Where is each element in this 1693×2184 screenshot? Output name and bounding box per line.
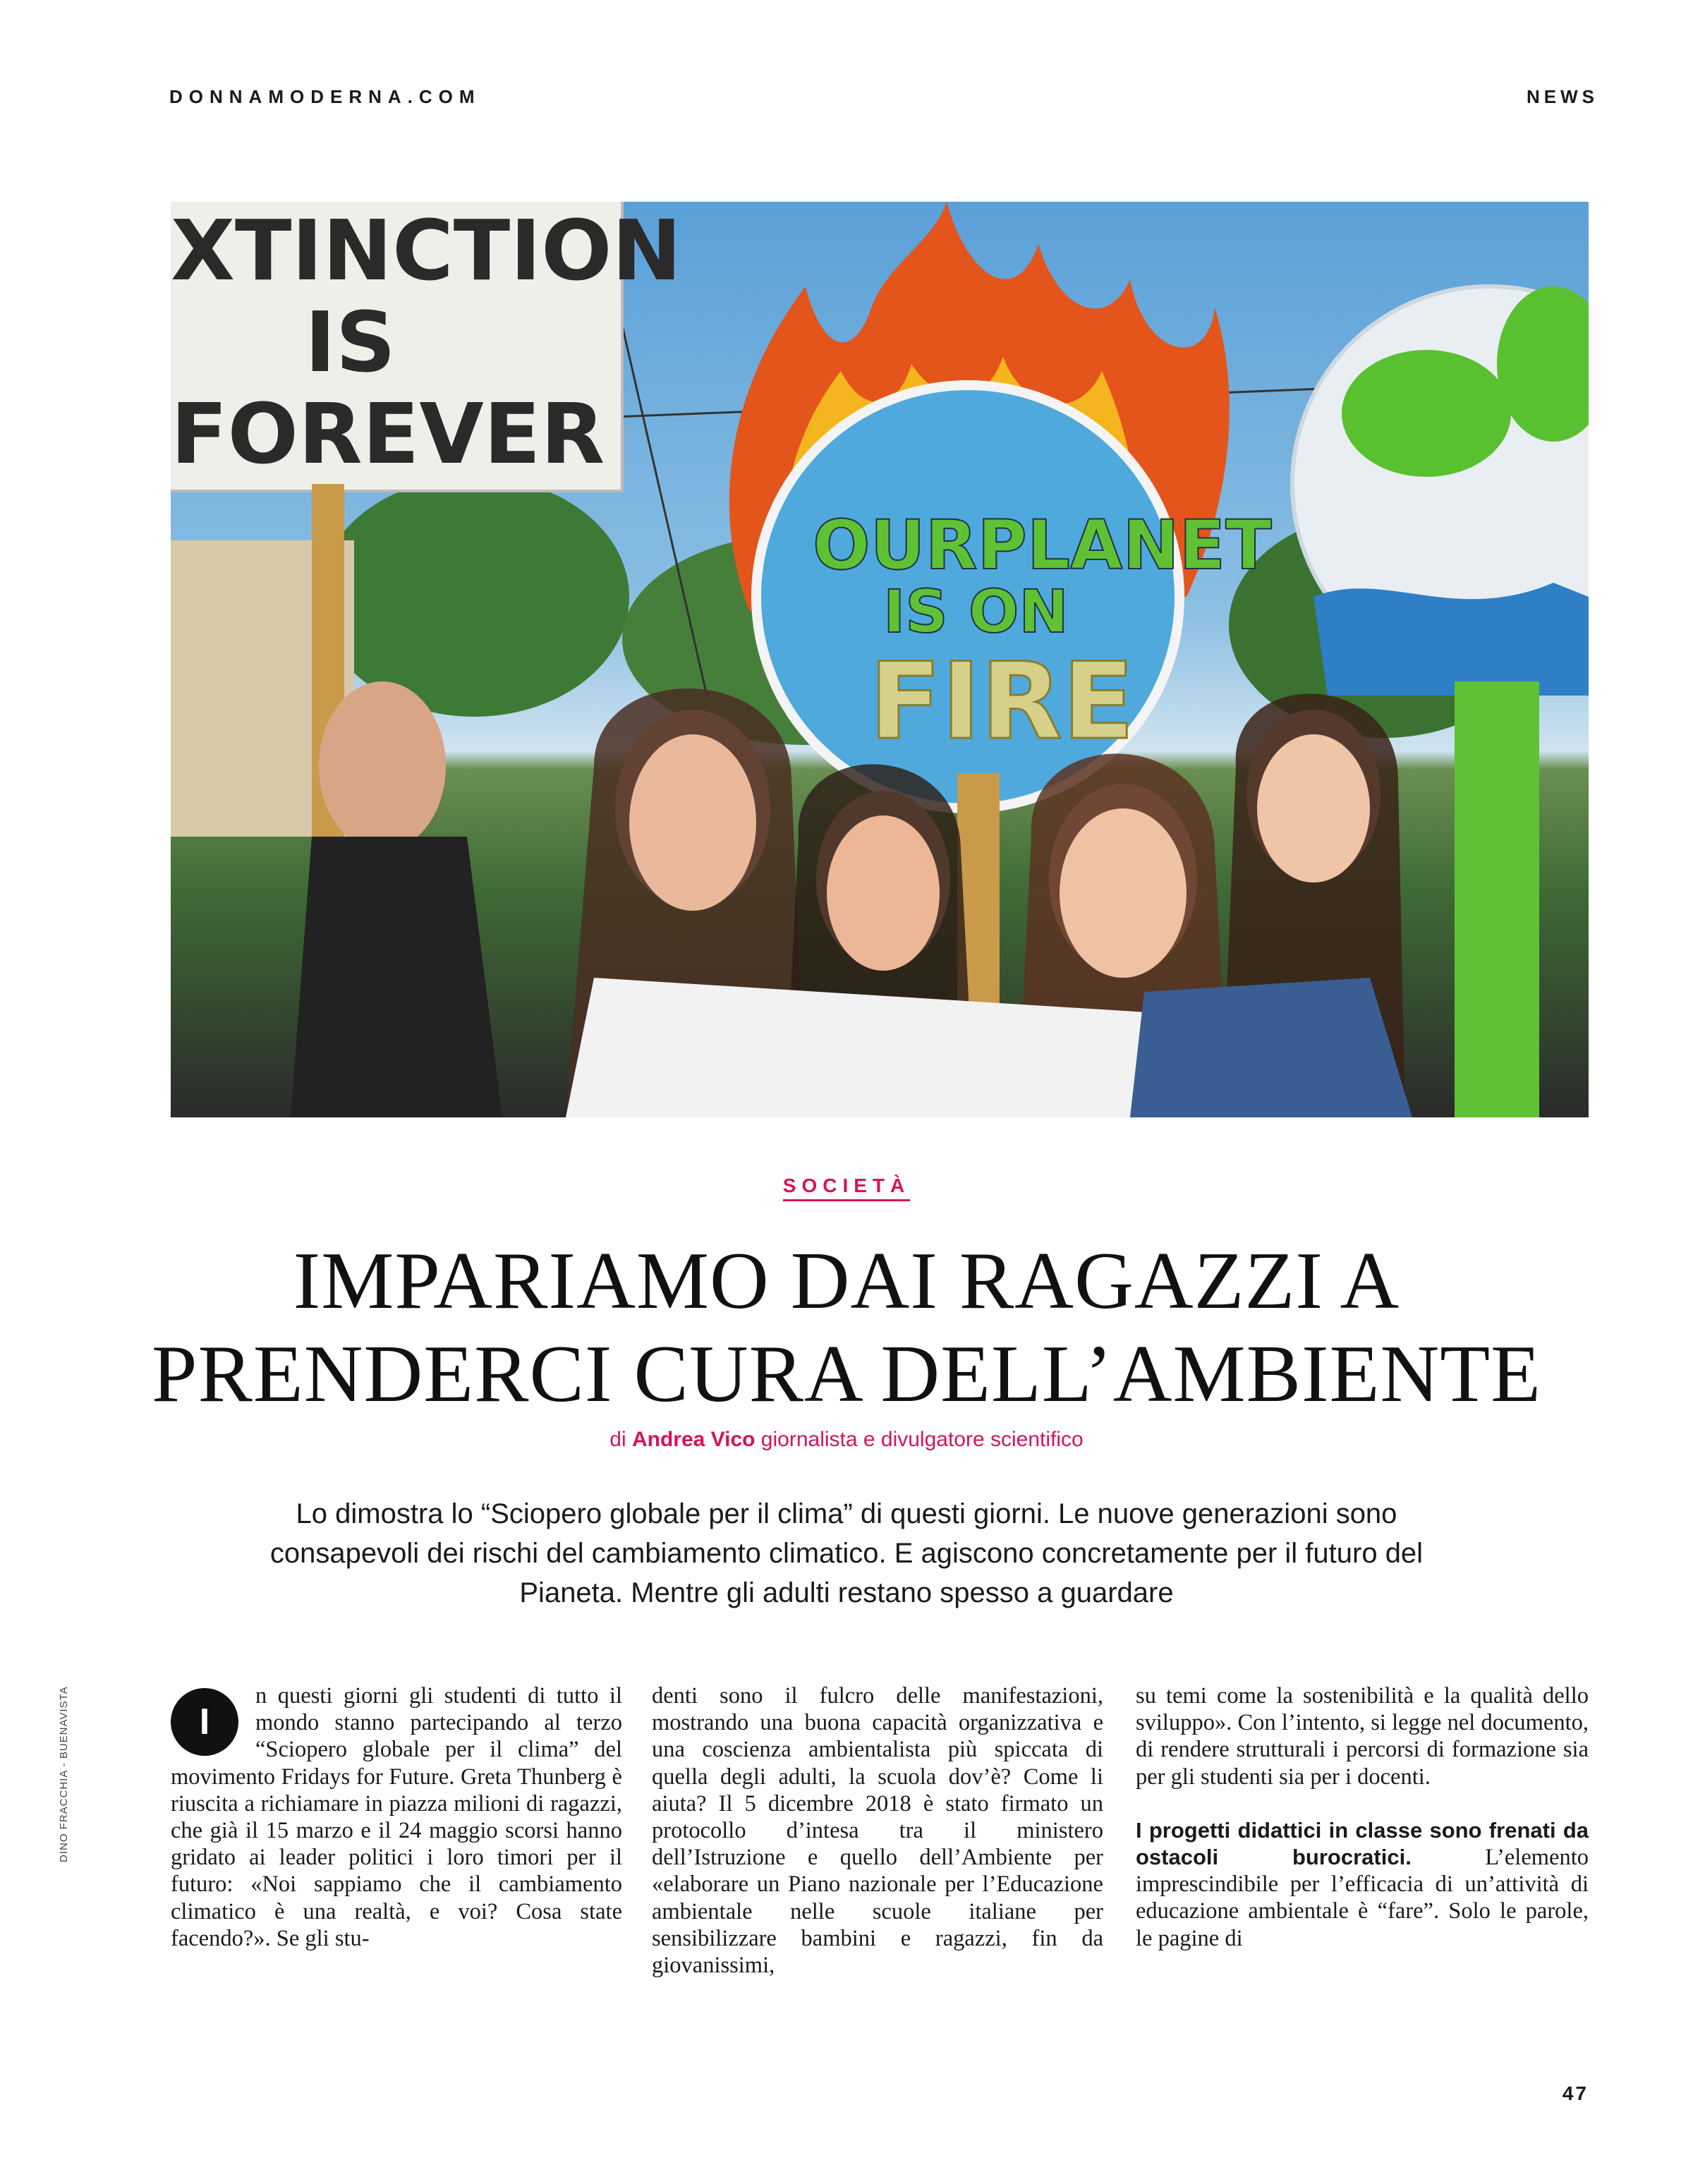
- page-header: [169, 86, 1598, 114]
- headline-line-1: IMPARIAMO DAI RAGAZZI A: [293, 1236, 1400, 1326]
- photo-credit: DINO FRACCHIA - BUENAVISTA: [58, 1686, 70, 1862]
- category-label[interactable]: SOCIETÀ: [783, 1175, 910, 1201]
- section-subhead: I progetti didattici in classe sono frenati da ostacoli burocratici.: [1136, 1817, 1589, 1870]
- page-number: 47: [1562, 2082, 1589, 2104]
- body-paragraph-3b: [1136, 1817, 1589, 1952]
- sign-line-3: FOREVER: [171, 385, 605, 483]
- category-kicker[interactable]: [0, 1175, 1693, 1197]
- sign-line-1: XTINCTION: [171, 202, 682, 299]
- body-column-2: [652, 1682, 1103, 1979]
- headline-line-2: PRENDERCI CURA DELL’AMBIENTE: [152, 1329, 1541, 1419]
- standfirst: Lo dimostra lo “Sciopero globale per il clima” di questi giorni. Le nuove generazioni sono consapevoli dei rischi del cambiamento climatico. E agiscono concretamente per il futuro del Pianeta. Mentre gli adulti restano spesso a guardare: [269, 1498, 1424, 1608]
- body-text-3b: L’elemento imprescindibile per l’efficacia di un’attività di educazione ambientale è “fare”. Solo le parole, le pagine di: [1136, 1845, 1589, 1951]
- body-column-3: [1136, 1682, 1589, 1952]
- body-text-1: n questi giorni gli studenti di tutto il mondo stanno partecipando al terzo “Sciopero globale per il clima” del movimento Fridays for Future. Greta Thunberg è riuscita a richiamare in piazza milioni di ragazzi, che già il 15 marzo e il 24 maggio scorsi hanno gridato ai leader politici i loro timori per il futuro: «Noi sappiamo che il cambiamento climatico è una realtà, e voi? Cosa state facendo?». Se gli stu-: [171, 1683, 622, 1951]
- byline-role: giornalista e divulgatore scientifico: [755, 1428, 1084, 1451]
- article-photo: [171, 202, 1589, 1117]
- globe-line-2: IS ON: [883, 577, 1069, 646]
- brand-name[interactable]: DONNAMODERNA.COM: [169, 86, 481, 107]
- section-label: NEWS: [1527, 86, 1598, 107]
- protest-illustration: [171, 202, 1589, 1117]
- paragraph-gap: [1136, 1790, 1589, 1817]
- drop-cap: I: [171, 1688, 238, 1756]
- byline-author: Andrea Vico: [631, 1428, 756, 1451]
- body-column-1: [171, 1682, 622, 1952]
- sign-line-2: IS: [305, 293, 396, 391]
- article-headline: [0, 1234, 1693, 1421]
- byline-prefix: di: [609, 1428, 632, 1451]
- body-text-2: denti sono il fulcro delle manifestazioni, mostrando una buona capacità organizzativa e una coscienza ambientalista più spiccata di quella degli adulti, la scuola dov’è? Come li aiuta? Il 5 dicembre 2018 è stato firmato un protocollo d’intesa tra il ministero dell’Istruzione e quello dell’Ambiente per «elaborare un Piano nazionale per l’Educazione ambientale nelle scuole italiane per sensibilizzare bambini e ragazzi, fin da giovanissimi,: [652, 1683, 1103, 1979]
- globe-line-1: OURPLANET: [813, 506, 1272, 585]
- globe-line-3: FIRE: [869, 641, 1135, 763]
- byline: [0, 1428, 1693, 1452]
- body-text-3a: su temi come la sostenibilità e la qualità dello sviluppo». Con l’intento, si legge nel documento, di rendere strutturali i percorsi di formazione sia per gli studenti sia per i docenti.: [1136, 1683, 1589, 1790]
